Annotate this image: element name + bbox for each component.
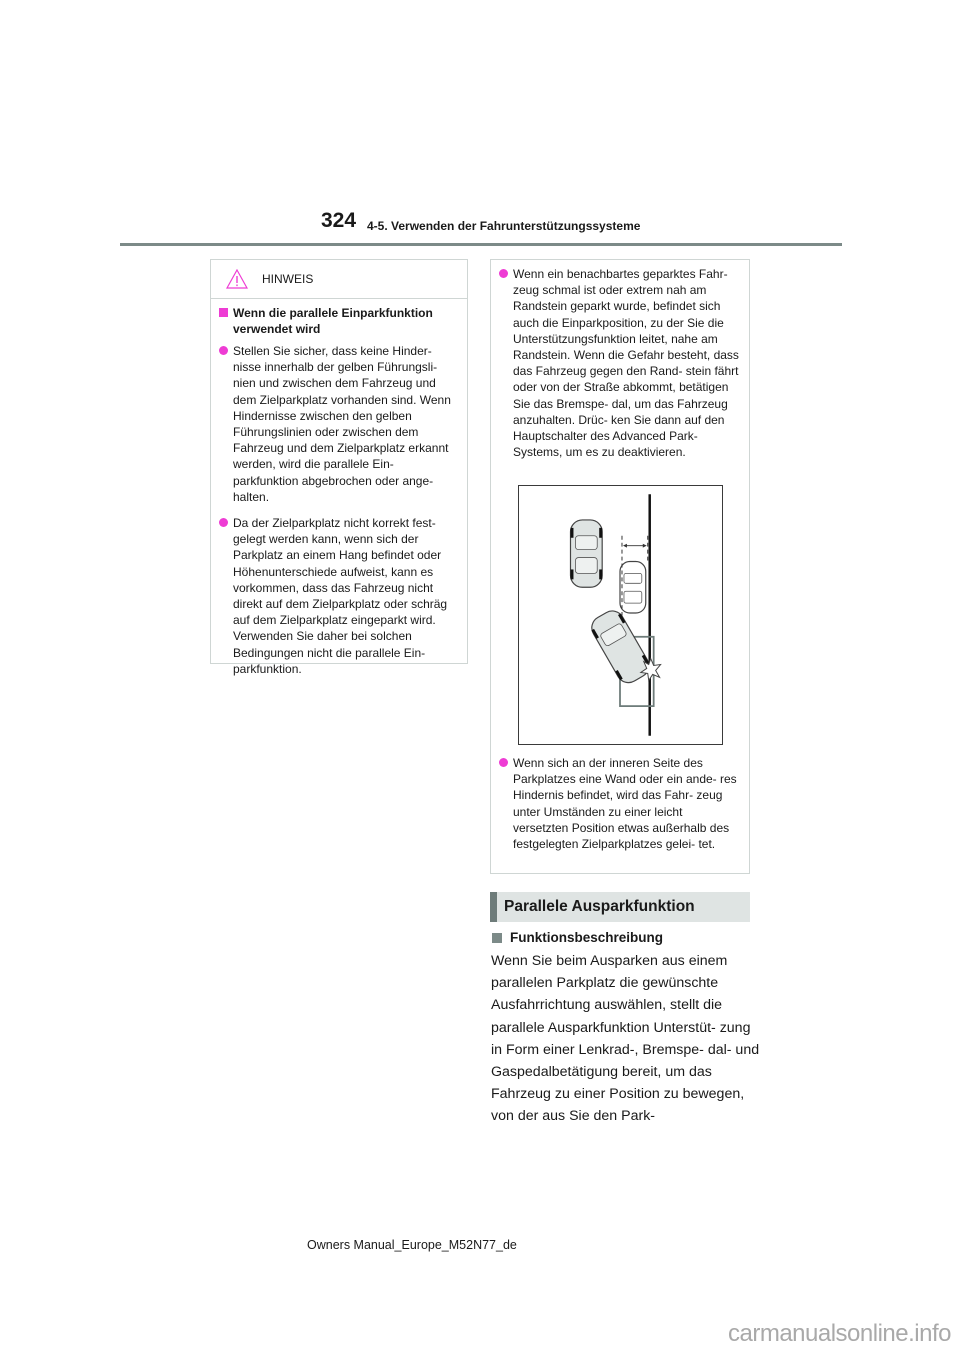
notice-bullet: Stellen Sie sicher, dass keine Hinder- nisse innerhalb der gelben Führungsli- nien und zwischen dem Fahrzeug und dem Zielparkplatz vorhanden sind. Wenn Hindernisse zwischen den gelben Führungslinien oder zwischen dem Fahrzeug und dem Zielparkplatz erkannt werden, wird die parallele Ein- parkfunktion abgebrochen oder ange- halten. [219, 343, 457, 505]
notice-bullet: Wenn ein benachbartes geparktes Fahr- zeug schmal ist oder extrem nah am Randstein geparkt wurde, befindet sich auch die Einparkposition, zu der Sie die Unterstützungsfunktion leitet, nahe am Randstein. Wenn die Gefahr besteht, dass das Fahrzeug gegen den Rand- stein fährt oder von der Straße abkommt, betätigen Sie das Bremspe- dal, um das Fahrzeug anzuhalten. Drüc- ken Sie dann auf den Hauptschalter des Advanced Park-Systems, um es zu deaktivieren. [499, 266, 739, 460]
parking-curb-collision-illustration [519, 486, 722, 744]
notice-bullet: Wenn sich an der inneren Seite des Parkplatzes eine Wand oder ein ande- res Hindernis befindet, wird das Fahr- zeug unter Umständen zu einer leicht versetzten Position etwas außerhalb des festgelegten Zielparkplatzes gelei- tet. [499, 755, 739, 852]
notice-box [210, 259, 468, 676]
circle-bullet-icon [219, 518, 228, 527]
section-title: 4-5. Verwenden der Fahrunterstützungssysteme [367, 219, 641, 233]
notice-heading: Wenn die parallele Einparkfunktion verwendet wird [219, 305, 457, 337]
footer-label: Owners Manual_Europe_M52N77_de [307, 1238, 517, 1252]
section-heading: Parallele Ausparkfunktion [490, 892, 750, 922]
notice-box-continued [490, 259, 750, 874]
notice-label: HINWEIS [262, 272, 314, 286]
circle-bullet-icon [499, 758, 508, 767]
square-bullet-icon [492, 933, 502, 943]
notice-bullet: Da der Zielparkplatz nicht korrekt fest- gelegt werden kann, wenn sich der Parkplatz an einem Hang befindet oder Höhenunterschiede aufweist, kann es vorkommen, dass das Fahrzeug nicht direkt auf dem Zielparkplatz oder schräg auf dem Zielparkplatz eingeparkt wird. Verwenden Sie daher bei solchen Bedingungen nicht die parallele Ein- parkfunktion. [219, 515, 457, 677]
angled-car-icon [587, 607, 653, 687]
notice-header [211, 260, 467, 299]
warning-triangle-icon [226, 269, 248, 289]
reference-car-icon [620, 562, 646, 613]
circle-bullet-icon [499, 269, 508, 278]
parked-car-icon [570, 520, 602, 587]
header-divider [120, 243, 842, 246]
page-number: 324 [321, 209, 357, 232]
watermark: carmanualsonline.info [728, 1320, 951, 1347]
circle-bullet-icon [219, 346, 228, 355]
body-paragraph: Wenn Sie beim Ausparken aus einem parallelen Parkplatz die gewünschte Ausfahrrichtung auswählen, stellt die parallele Ausparkfunktion Unterstüt- zung in Form einer Lenkrad-, Bremspe- dal- und Gaspedalbetätigung bereit, um das Fahrzeug zu einer Position zu bewegen, von der aus Sie den Park- [491, 953, 760, 1125]
square-bullet-icon [219, 308, 228, 317]
subsection-heading: Funktionsbeschreibung [492, 930, 663, 945]
parking-illustration [518, 485, 723, 745]
